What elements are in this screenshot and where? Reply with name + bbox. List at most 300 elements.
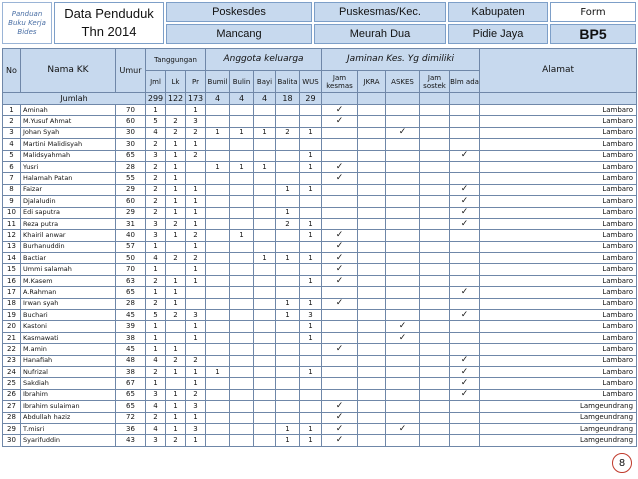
cell-jamsostek (420, 207, 450, 218)
cell-jkra (358, 366, 386, 377)
cell-umur: 40 (116, 230, 146, 241)
cell-askes (386, 139, 420, 150)
cell-blm (450, 355, 480, 366)
cell-jamsostek (420, 139, 450, 150)
cell-jamsostek (420, 366, 450, 377)
cell-jamsostek (420, 264, 450, 275)
cell-pr: 1 (186, 196, 206, 207)
form-label: Form (550, 2, 636, 22)
cell-wus: 1 (300, 332, 322, 343)
cell-jamsostek (420, 412, 450, 423)
cell-jamsostek (420, 173, 450, 184)
cell-nama: Burhanuddin (21, 241, 116, 252)
check-icon: ✓ (335, 412, 344, 423)
table-row (3, 378, 637, 389)
cell-jamsostek (420, 105, 450, 116)
cell-bayi (254, 366, 276, 377)
col-header-nama: Nama KK (21, 49, 116, 93)
cell-lk (166, 241, 186, 252)
cell-no: 15 (3, 264, 21, 275)
cell-jamsostek (420, 321, 450, 332)
cell-jkra (358, 321, 386, 332)
cell-balita: 2 (276, 127, 300, 138)
cell-bayi (254, 423, 276, 434)
cell-balita (276, 173, 300, 184)
cell-wus: 1 (300, 321, 322, 332)
cell-bayi (254, 241, 276, 252)
cell-jkra (358, 184, 386, 195)
cell-alamat: Lambaro (480, 207, 637, 218)
cell-pr: 1 (186, 366, 206, 377)
cell-balita (276, 161, 300, 172)
cell-no: 23 (3, 355, 21, 366)
check-icon: ✓ (398, 332, 407, 343)
cell-jamsostek (420, 310, 450, 321)
cell-alamat: Lambaro (480, 389, 637, 400)
cell-alamat: Lamgeundrang (480, 401, 637, 412)
cell-jamkesmas (322, 127, 358, 138)
cell-lk: 2 (166, 355, 186, 366)
cell-balita (276, 366, 300, 377)
cell-bayi (254, 173, 276, 184)
col-header-pr: Pr (186, 71, 206, 93)
cell-bulin (230, 287, 254, 298)
cell-blm (450, 105, 480, 116)
cell-no: 7 (3, 173, 21, 184)
col-header-bayi: Bayi (254, 71, 276, 93)
cell-alamat: Lambaro (480, 230, 637, 241)
cell-bumil (206, 241, 230, 252)
cell-jml: 3 (146, 150, 166, 161)
cell-lk: 1 (166, 150, 186, 161)
cell-pr: 2 (186, 355, 206, 366)
title-line-1: Data Penduduk (64, 6, 154, 21)
cell-askes (386, 161, 420, 172)
cell-jamsostek (420, 161, 450, 172)
cell-umur: 65 (116, 150, 146, 161)
cell-nama: M.Kasem (21, 275, 116, 286)
cell-askes (386, 241, 420, 252)
cell-pr: 1 (186, 378, 206, 389)
cell-alamat: Lambaro (480, 241, 637, 252)
check-icon: ✓ (398, 321, 407, 332)
cell-jamsostek (420, 116, 450, 127)
cell-bulin: 1 (230, 127, 254, 138)
cell-jml: 5 (146, 116, 166, 127)
kabupaten-label: Kabupaten (448, 2, 548, 22)
cell-blm (450, 412, 480, 423)
cell-balita: 1 (276, 184, 300, 195)
cell-bumil (206, 321, 230, 332)
cell-umur: 65 (116, 287, 146, 298)
cell-bumil (206, 275, 230, 286)
cell-askes (386, 207, 420, 218)
cell-nama: T.misri (21, 423, 116, 434)
cell-bumil (206, 378, 230, 389)
cell-umur: 65 (116, 401, 146, 412)
check-icon: ✓ (460, 309, 469, 320)
col-header-askes: ASKES (386, 71, 420, 93)
col-header-jaminan: Jaminan Kes. Yg dimiliki (322, 49, 480, 71)
cell-bulin (230, 253, 254, 264)
cell-jkra (358, 116, 386, 127)
table-row (3, 435, 637, 446)
cell-umur: 30 (116, 139, 146, 150)
cell-balita: 1 (276, 435, 300, 446)
cell-jamsostek (420, 196, 450, 207)
col-header-anggota: Anggota keluarga (206, 49, 322, 71)
cell-bayi (254, 401, 276, 412)
cell-no: 1 (3, 105, 21, 116)
population-table (2, 48, 637, 447)
cell-lk: 1 (166, 207, 186, 218)
cell-bayi (254, 355, 276, 366)
table-row (3, 332, 637, 343)
cell-blm (450, 332, 480, 343)
cell-nama: A.Rahman (21, 287, 116, 298)
cell-jml: 4 (146, 401, 166, 412)
cell-askes (386, 401, 420, 412)
cell-jkra (358, 412, 386, 423)
col-header-jkra: JKRA (358, 71, 386, 93)
cell-balita (276, 264, 300, 275)
cell-umur: 39 (116, 321, 146, 332)
title-line-2: Thn 2014 (81, 24, 137, 39)
cell-jkra (358, 218, 386, 229)
cell-bumil: 1 (206, 366, 230, 377)
cell-blm (450, 378, 480, 389)
cell-wus: 1 (300, 230, 322, 241)
cell-balita: 1 (276, 207, 300, 218)
cell-askes (386, 184, 420, 195)
cell-pr (186, 287, 206, 298)
cell-balita (276, 344, 300, 355)
cell-nama: Kastoni (21, 321, 116, 332)
cell-umur: 31 (116, 218, 146, 229)
cell-wus: 1 (300, 127, 322, 138)
cell-jml: 5 (146, 310, 166, 321)
cell-blm (450, 253, 480, 264)
cell-bulin (230, 196, 254, 207)
cell-lk (166, 105, 186, 116)
cell-wus (300, 264, 322, 275)
cell-jml: 1 (146, 321, 166, 332)
cell-balita: 2 (276, 218, 300, 229)
cell-bayi (254, 378, 276, 389)
cell-bulin (230, 116, 254, 127)
cell-bayi (254, 105, 276, 116)
page-number: 8 (612, 453, 632, 473)
cell-askes (386, 389, 420, 400)
cell-nama: Buchari (21, 310, 116, 321)
cell-jamkesmas (322, 389, 358, 400)
cell-nama: Bactiar (21, 253, 116, 264)
cell-lk: 1 (166, 173, 186, 184)
cell-bumil (206, 253, 230, 264)
cell-nama: M.Yusuf Ahmat (21, 116, 116, 127)
cell-bulin (230, 310, 254, 321)
cell-alamat: Lambaro (480, 321, 637, 332)
cell-jamsostek (420, 332, 450, 343)
cell-bulin (230, 218, 254, 229)
cell-lk: 1 (166, 287, 186, 298)
cell-blm (450, 423, 480, 434)
cell-no: 30 (3, 435, 21, 446)
cell-lk (166, 378, 186, 389)
cell-bumil (206, 389, 230, 400)
cell-balita (276, 401, 300, 412)
poskesdes-value: Mancang (166, 24, 312, 44)
cell-blm (450, 173, 480, 184)
col-header-balita: Balita (276, 71, 300, 93)
cell-umur: 67 (116, 378, 146, 389)
check-icon: ✓ (335, 343, 344, 354)
cell-umur: 57 (116, 241, 146, 252)
cell-bulin (230, 366, 254, 377)
cell-pr: 1 (186, 264, 206, 275)
cell-nama: Ummi salamah (21, 264, 116, 275)
cell-jkra (358, 401, 386, 412)
cell-lk: 1 (166, 230, 186, 241)
cell-jkra (358, 196, 386, 207)
cell-askes (386, 298, 420, 309)
cell-pr (186, 161, 206, 172)
cell-nama: Malidsyahmah (21, 150, 116, 161)
cell-bayi (254, 196, 276, 207)
cell-pr: 1 (186, 435, 206, 446)
cell-jamsostek (420, 150, 450, 161)
cell-alamat: Lambaro (480, 173, 637, 184)
cell-blm (450, 401, 480, 412)
cell-no: 17 (3, 287, 21, 298)
cell-blm (450, 310, 480, 321)
cell-jamkesmas (322, 241, 358, 252)
cell-blm (450, 150, 480, 161)
jumlah-empty (480, 93, 637, 105)
cell-lk (166, 332, 186, 343)
cell-askes (386, 116, 420, 127)
cell-balita (276, 230, 300, 241)
cell-lk: 1 (166, 344, 186, 355)
cell-jamkesmas (322, 401, 358, 412)
cell-jamkesmas (322, 196, 358, 207)
cell-no: 13 (3, 241, 21, 252)
cell-blm (450, 127, 480, 138)
cell-nama: Syarifuddin (21, 435, 116, 446)
jumlah-empty (420, 93, 450, 105)
cell-balita (276, 412, 300, 423)
check-icon: ✓ (460, 378, 469, 389)
cell-askes (386, 332, 420, 343)
cell-bulin (230, 344, 254, 355)
cell-jamsostek (420, 378, 450, 389)
cell-lk: 1 (166, 161, 186, 172)
cell-bulin (230, 401, 254, 412)
table-row (3, 344, 637, 355)
cell-balita (276, 105, 300, 116)
cell-balita (276, 241, 300, 252)
cell-pr: 2 (186, 150, 206, 161)
cell-bayi (254, 412, 276, 423)
jumlah-bulin: 4 (230, 93, 254, 105)
cell-alamat: Lambaro (480, 116, 637, 127)
cell-jkra (358, 298, 386, 309)
cell-no: 21 (3, 332, 21, 343)
cell-pr (186, 173, 206, 184)
cell-bayi (254, 139, 276, 150)
cell-bumil (206, 287, 230, 298)
table-row (3, 173, 637, 184)
jumlah-empty (450, 93, 480, 105)
table-row (3, 161, 637, 172)
cell-umur: 60 (116, 116, 146, 127)
cell-blm (450, 435, 480, 446)
cell-blm (450, 207, 480, 218)
cell-bulin (230, 332, 254, 343)
cell-nama: Djalaludin (21, 196, 116, 207)
cell-alamat: Lambaro (480, 161, 637, 172)
jumlah-balita: 18 (276, 93, 300, 105)
cell-bulin: 1 (230, 161, 254, 172)
cell-pr: 3 (186, 423, 206, 434)
cell-no: 8 (3, 184, 21, 195)
cell-jml: 4 (146, 253, 166, 264)
cell-alamat: Lamgeundrang (480, 412, 637, 423)
check-icon: ✓ (335, 229, 344, 240)
table-row (3, 287, 637, 298)
check-icon: ✓ (335, 275, 344, 286)
cell-wus: 1 (300, 218, 322, 229)
cell-jml: 2 (146, 161, 166, 172)
cell-blm (450, 287, 480, 298)
cell-bumil (206, 412, 230, 423)
check-icon: ✓ (335, 104, 344, 115)
cell-lk: 1 (166, 196, 186, 207)
table-row (3, 139, 637, 150)
col-header-tanggungan: Tanggungan (146, 49, 206, 71)
col-header-alamat: Alamat (480, 49, 637, 93)
cell-askes (386, 344, 420, 355)
cell-umur: 60 (116, 196, 146, 207)
table-row (3, 127, 637, 138)
cell-umur: 30 (116, 127, 146, 138)
cell-jamkesmas (322, 287, 358, 298)
puskesmas-label: Puskesmas/Kec. (314, 2, 446, 22)
cell-nama: Ibrahim sulaiman (21, 401, 116, 412)
cell-alamat: Lamgeundrang (480, 423, 637, 434)
cell-jkra (358, 332, 386, 343)
cell-blm (450, 184, 480, 195)
cell-jamkesmas (322, 344, 358, 355)
cell-alamat: Lambaro (480, 378, 637, 389)
cell-bulin (230, 241, 254, 252)
cell-alamat: Lambaro (480, 355, 637, 366)
check-icon: ✓ (335, 264, 344, 275)
cell-bumil (206, 230, 230, 241)
cell-umur: 45 (116, 344, 146, 355)
jumlah-bumil: 4 (206, 93, 230, 105)
cell-askes (386, 423, 420, 434)
cell-no: 12 (3, 230, 21, 241)
cell-bumil (206, 423, 230, 434)
cell-jml: 1 (146, 344, 166, 355)
cell-nama: Martini Malidisyah (21, 139, 116, 150)
cell-bayi (254, 435, 276, 446)
cell-umur: 45 (116, 310, 146, 321)
col-header-bumil: Bumil (206, 71, 230, 93)
cell-bulin (230, 184, 254, 195)
cell-bayi (254, 207, 276, 218)
cell-askes (386, 105, 420, 116)
cell-no: 20 (3, 321, 21, 332)
cell-jml: 1 (146, 264, 166, 275)
cell-bayi (254, 116, 276, 127)
cell-nama: Yusri (21, 161, 116, 172)
col-header-jamkesmas: Jam kesmas (322, 71, 358, 93)
table-row (3, 207, 637, 218)
table-row (3, 253, 637, 264)
check-icon: ✓ (335, 435, 344, 446)
panduan-line-1: Panduan (11, 9, 43, 18)
cell-jamsostek (420, 127, 450, 138)
cell-jkra (358, 423, 386, 434)
check-icon: ✓ (460, 207, 469, 218)
cell-nama: Nufrizal (21, 366, 116, 377)
jumlah-pr: 173 (186, 93, 206, 105)
cell-jamsostek (420, 184, 450, 195)
cell-pr: 2 (186, 127, 206, 138)
cell-jamkesmas (322, 116, 358, 127)
check-icon: ✓ (335, 298, 344, 309)
cell-wus (300, 241, 322, 252)
cell-bayi (254, 310, 276, 321)
cell-bulin (230, 275, 254, 286)
cell-jkra (358, 344, 386, 355)
cell-jamkesmas (322, 161, 358, 172)
cell-jkra (358, 207, 386, 218)
cell-no: 27 (3, 401, 21, 412)
table-row (3, 355, 637, 366)
cell-jkra (358, 150, 386, 161)
cell-jamsostek (420, 298, 450, 309)
table-row (3, 298, 637, 309)
table-row (3, 241, 637, 252)
check-icon: ✓ (335, 161, 344, 172)
cell-wus (300, 378, 322, 389)
cell-balita: 1 (276, 423, 300, 434)
cell-bulin (230, 105, 254, 116)
cell-bayi (254, 321, 276, 332)
cell-jkra (358, 275, 386, 286)
cell-nama: Edi saputra (21, 207, 116, 218)
cell-nama: Hanafiah (21, 355, 116, 366)
cell-pr: 3 (186, 310, 206, 321)
cell-bulin (230, 378, 254, 389)
cell-jamkesmas (322, 332, 358, 343)
cell-balita (276, 378, 300, 389)
cell-wus: 1 (300, 423, 322, 434)
cell-jamkesmas (322, 105, 358, 116)
cell-umur: 70 (116, 264, 146, 275)
cell-no: 28 (3, 412, 21, 423)
cell-alamat: Lambaro (480, 105, 637, 116)
cell-jamkesmas (322, 275, 358, 286)
cell-bulin (230, 355, 254, 366)
cell-bulin (230, 298, 254, 309)
jumlah-row (3, 93, 637, 105)
table-row (3, 105, 637, 116)
cell-jkra (358, 287, 386, 298)
